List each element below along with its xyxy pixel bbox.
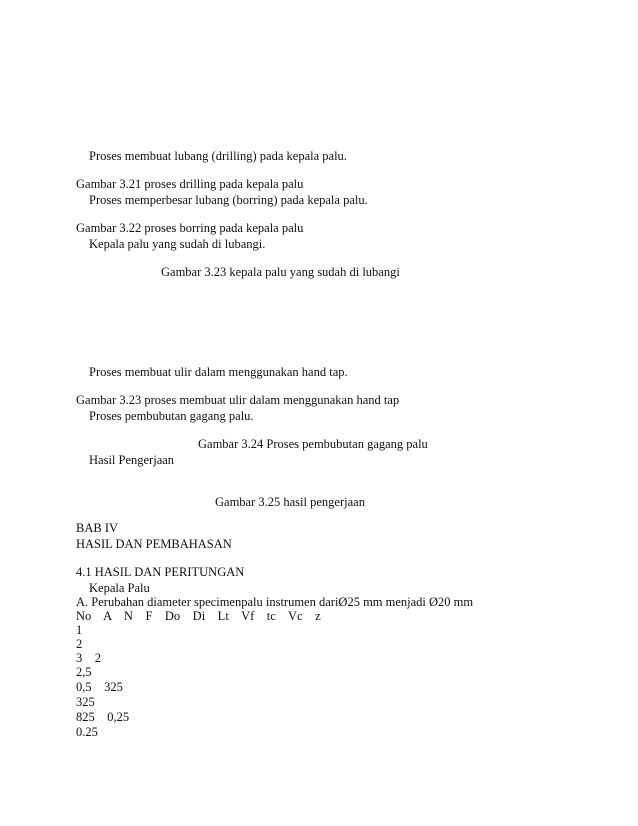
caption-figure-3-23b: Gambar 3.23 proses membuat ulir dalam menggunakan hand tap (76, 393, 400, 407)
table-line: 3 2 (76, 651, 101, 665)
text-line-diameter-change: A. Perubahan diameter specimenpalu instrumen dariØ25 mm menjadi Ø20 mm (76, 595, 474, 609)
table-line: 2 (76, 637, 83, 651)
table-line: 2,5 (76, 665, 92, 679)
text-line-drilling-process: Proses membuat lubang (drilling) pada kepala palu. (89, 149, 347, 163)
table-line: 0.25 (76, 725, 98, 739)
table-line: 325 (76, 695, 95, 709)
text-line-result: Hasil Pengerjaan (89, 453, 175, 467)
subsection-kepala-palu: Kepala Palu (89, 581, 150, 595)
table-line: 1 (76, 623, 83, 637)
caption-figure-3-23a: Gambar 3.23 kepala palu yang sudah di lubangi (161, 265, 400, 279)
caption-figure-3-25: Gambar 3.25 hasil pengerjaan (215, 495, 365, 509)
caption-figure-3-24: Gambar 3.24 Proses pembubutan gagang palu (198, 437, 428, 451)
table-line: 825 0,25 (76, 710, 130, 724)
text-line-drilled-head: Kepala palu yang sudah di lubangi. (89, 237, 266, 251)
chapter-title: HASIL DAN PEMBAHASAN (76, 537, 232, 551)
section-heading: 4.1 HASIL DAN PERITUNGAN (76, 565, 245, 579)
table-line: 0,5 325 (76, 680, 123, 694)
text-line-borring-process: Proses memperbesar lubang (borring) pada kepala palu. (89, 193, 368, 207)
text-line-hand-tap: Proses membuat ulir dalam menggunakan hand tap. (89, 365, 348, 379)
caption-figure-3-22: Gambar 3.22 proses borring pada kepala palu (76, 221, 304, 235)
table-header-row: No A N F Do Di Lt Vf tc Vc z (76, 609, 321, 623)
caption-figure-3-21: Gambar 3.21 proses drilling pada kepala palu (76, 177, 304, 191)
chapter-number: BAB IV (76, 521, 119, 535)
text-line-turning-handle: Proses pembubutan gagang palu. (89, 409, 254, 423)
